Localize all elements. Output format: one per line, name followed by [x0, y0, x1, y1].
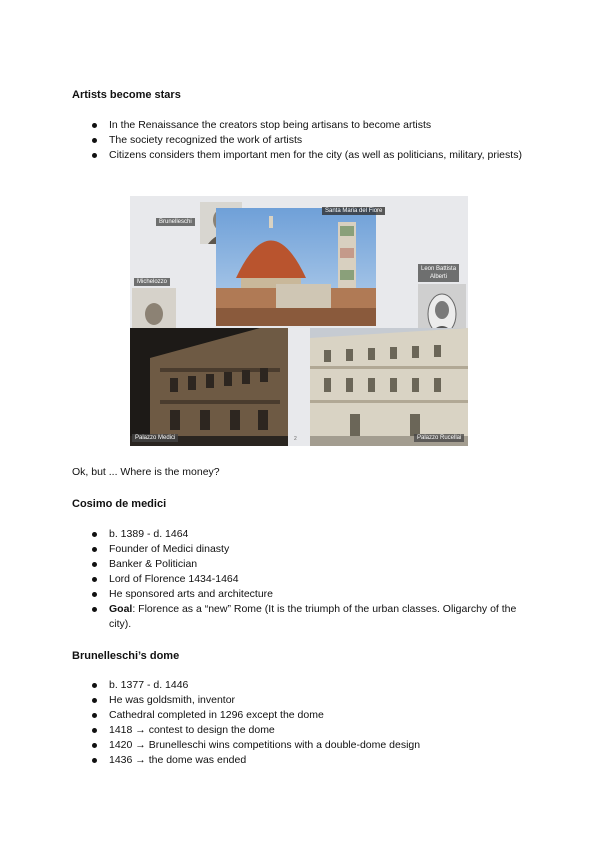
list-item: 1420 → Brunelleschi wins competitions with a double-dome design [90, 738, 530, 753]
dome-bullet-list [90, 678, 530, 768]
goal-text: : Florence as a “new” Rome (It is the triumph of the urban classes. Oligarchy of the city). [109, 603, 517, 630]
caption-michelozzo: Michelozzo [134, 278, 170, 286]
caption-alberti-line2: Alberti [430, 274, 448, 280]
artists-bullet-list [90, 118, 530, 163]
transition-text: Ok, but ... Where is the money? [72, 466, 220, 478]
caption-brunelleschi: Brunelleschi [156, 218, 195, 226]
list-item: He was goldsmith, inventor [90, 693, 530, 708]
list-item: Lord of Florence 1434-1464 [90, 572, 530, 587]
cosimo-bullet-list [90, 527, 530, 632]
list-item: Founder of Medici dinasty [90, 542, 530, 557]
renaissance-collage-image [130, 196, 468, 446]
list-item: Cathedral completed in 1296 except the dome [90, 708, 530, 723]
list-item: 1418 → contest to design the dome [90, 723, 530, 738]
goal-label: Goal [109, 603, 133, 615]
list-item: Citizens considers them important men for the city (as well as politicians, military, priests) [90, 148, 530, 163]
collage-page-mark: 2 [294, 436, 297, 442]
santa-maria-del-fiore-photo [216, 208, 376, 326]
list-item: The society recognized the work of artists [90, 133, 530, 148]
section-title-dome: Brunelleschi’s dome [72, 650, 180, 662]
palazzo-medici-photo [130, 328, 288, 446]
list-item-goal [90, 602, 530, 632]
list-item: He sponsored arts and architecture [90, 587, 530, 602]
list-item: 1436 → the dome was ended [90, 753, 530, 768]
section-title-cosimo: Cosimo de medici [72, 498, 167, 510]
caption-palazzo-rucellai: Palazzo Rucellai [414, 434, 464, 442]
palazzo-rucellai-photo [310, 328, 468, 446]
list-item: Banker & Politician [90, 557, 530, 572]
list-item: b. 1389 - d. 1464 [90, 527, 530, 542]
caption-alberti-line1: Leon Battista [421, 266, 457, 272]
caption-palazzo-medici: Palazzo Medici [132, 434, 178, 442]
list-item: b. 1377 - d. 1446 [90, 678, 530, 693]
caption-santa-maria-del-fiore: Santa Maria del Fiore [322, 207, 385, 215]
list-item: In the Renaissance the creators stop being artisans to become artists [90, 118, 530, 133]
caption-alberti [418, 264, 459, 282]
section-title-artists: Artists become stars [72, 89, 181, 101]
